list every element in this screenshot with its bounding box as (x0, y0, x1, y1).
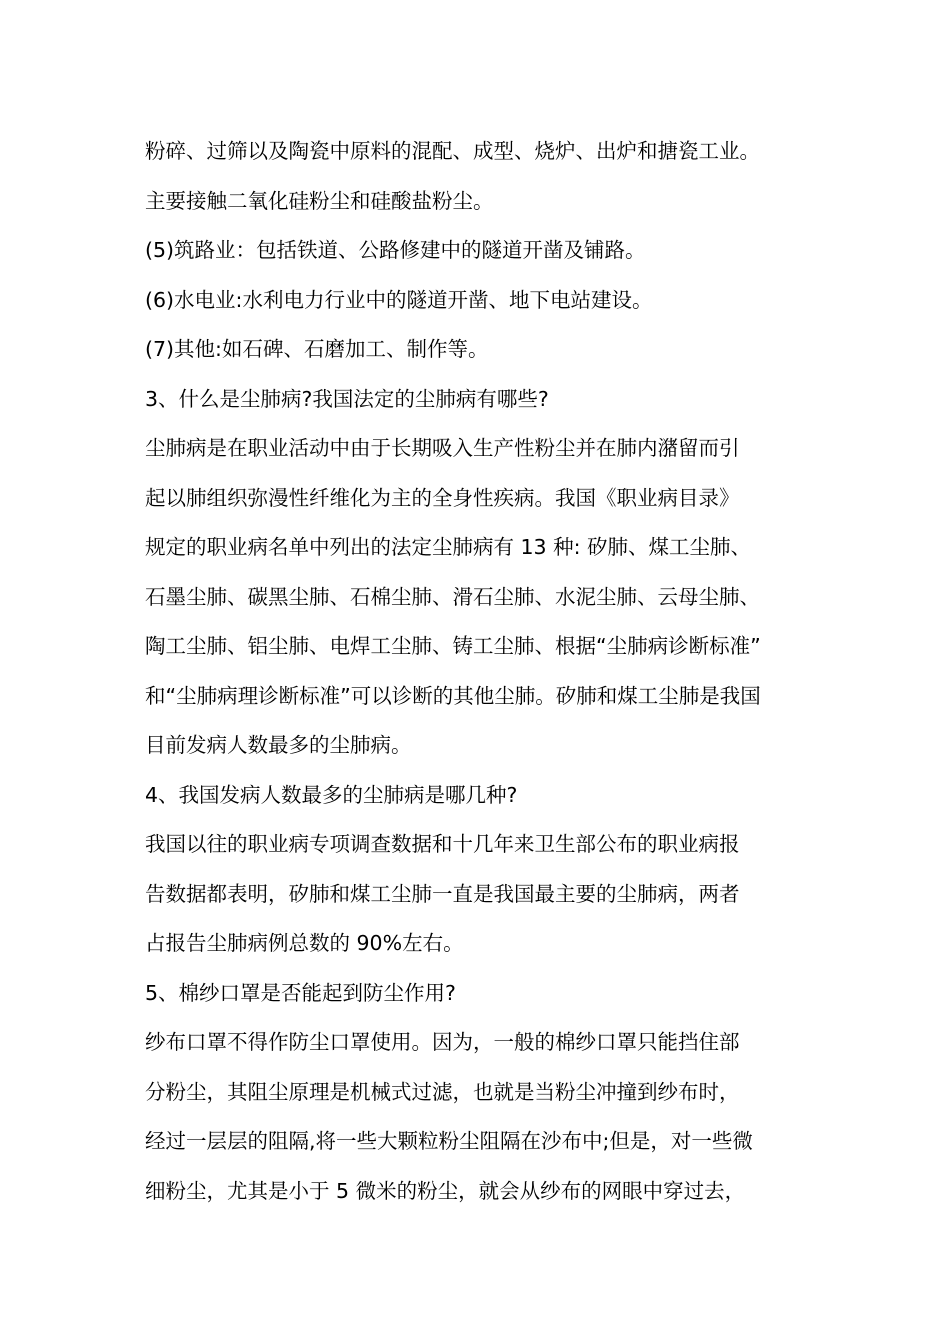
section-heading-3: 3、什么是尘肺病?我国法定的尘肺病有哪些? (145, 386, 549, 411)
text-line: 目前发病人数最多的尘肺病。 (145, 733, 412, 757)
text-line: 尘肺病是在职业活动中由于长期吸入生产性粉尘并在肺内潴留而引 (145, 436, 740, 460)
text-line: 和“尘肺病理诊断标准”可以诊断的其他尘肺。矽肺和煤工尘肺是我国 (145, 683, 761, 708)
text-line: (5)筑路业：包括铁道、公路修建中的隧道开凿及铺路。 (145, 238, 646, 262)
section-heading-4: 4、我国发病人数最多的尘肺病是哪几种? (145, 782, 518, 807)
text-line: 分粉尘，其阻尘原理是机械式过滤，也就是当粉尘冲撞到纱布时， (145, 1079, 740, 1104)
text-line: 细粉尘，尤其是小于 5 微米的粉尘，就会从纱布的网眼中穿过去， (145, 1178, 746, 1203)
text-line: (7)其他:如石碑、石磨加工、制作等。 (145, 337, 489, 361)
text-line: 粉碎、过筛以及陶瓷中原料的混配、成型、烧炉、出炉和搪瓷工业。 (145, 139, 760, 163)
text-line: 起以肺组织弥漫性纤维化为主的全身性疾病。我国《职业病目录》 (145, 485, 740, 510)
section-heading-5: 5、棉纱口罩是否能起到防尘作用? (145, 980, 456, 1005)
text-line: (6)水电业:水利电力行业中的隧道开凿、地下电站建设。 (145, 287, 653, 312)
document-body (145, 127, 835, 1216)
text-line: 主要接触二氧化硅粉尘和硅酸盐粉尘。 (145, 188, 494, 213)
text-line: 经过一层层的阻隔,将一些大颗粒粉尘阻隔在沙布中;但是，对一些微 (145, 1129, 753, 1153)
text-line: 占报告尘肺病例总数的 90%左右。 (145, 931, 464, 955)
text-line: 规定的职业病名单中列出的法定尘肺病有 13 种: 矽肺、煤工尘肺、 (145, 535, 752, 559)
text-line: 告数据都表明，矽肺和煤工尘肺一直是我国最主要的尘肺病，两者 (145, 881, 740, 906)
text-line: 纱布口罩不得作防尘口罩使用。因为，一般的棉纱口罩只能挡住部 (145, 1030, 740, 1054)
text-line: 石墨尘肺、碳黑尘肺、石棉尘肺、滑石尘肺、水泥尘肺、云母尘肺、 (145, 584, 760, 609)
text-line: 我国以往的职业病专项调查数据和十几年来卫生部公布的职业病报 (145, 832, 740, 856)
text-line: 陶工尘肺、铝尘肺、电焊工尘肺、铸工尘肺、根据“尘肺病诊断标准” (145, 634, 761, 658)
